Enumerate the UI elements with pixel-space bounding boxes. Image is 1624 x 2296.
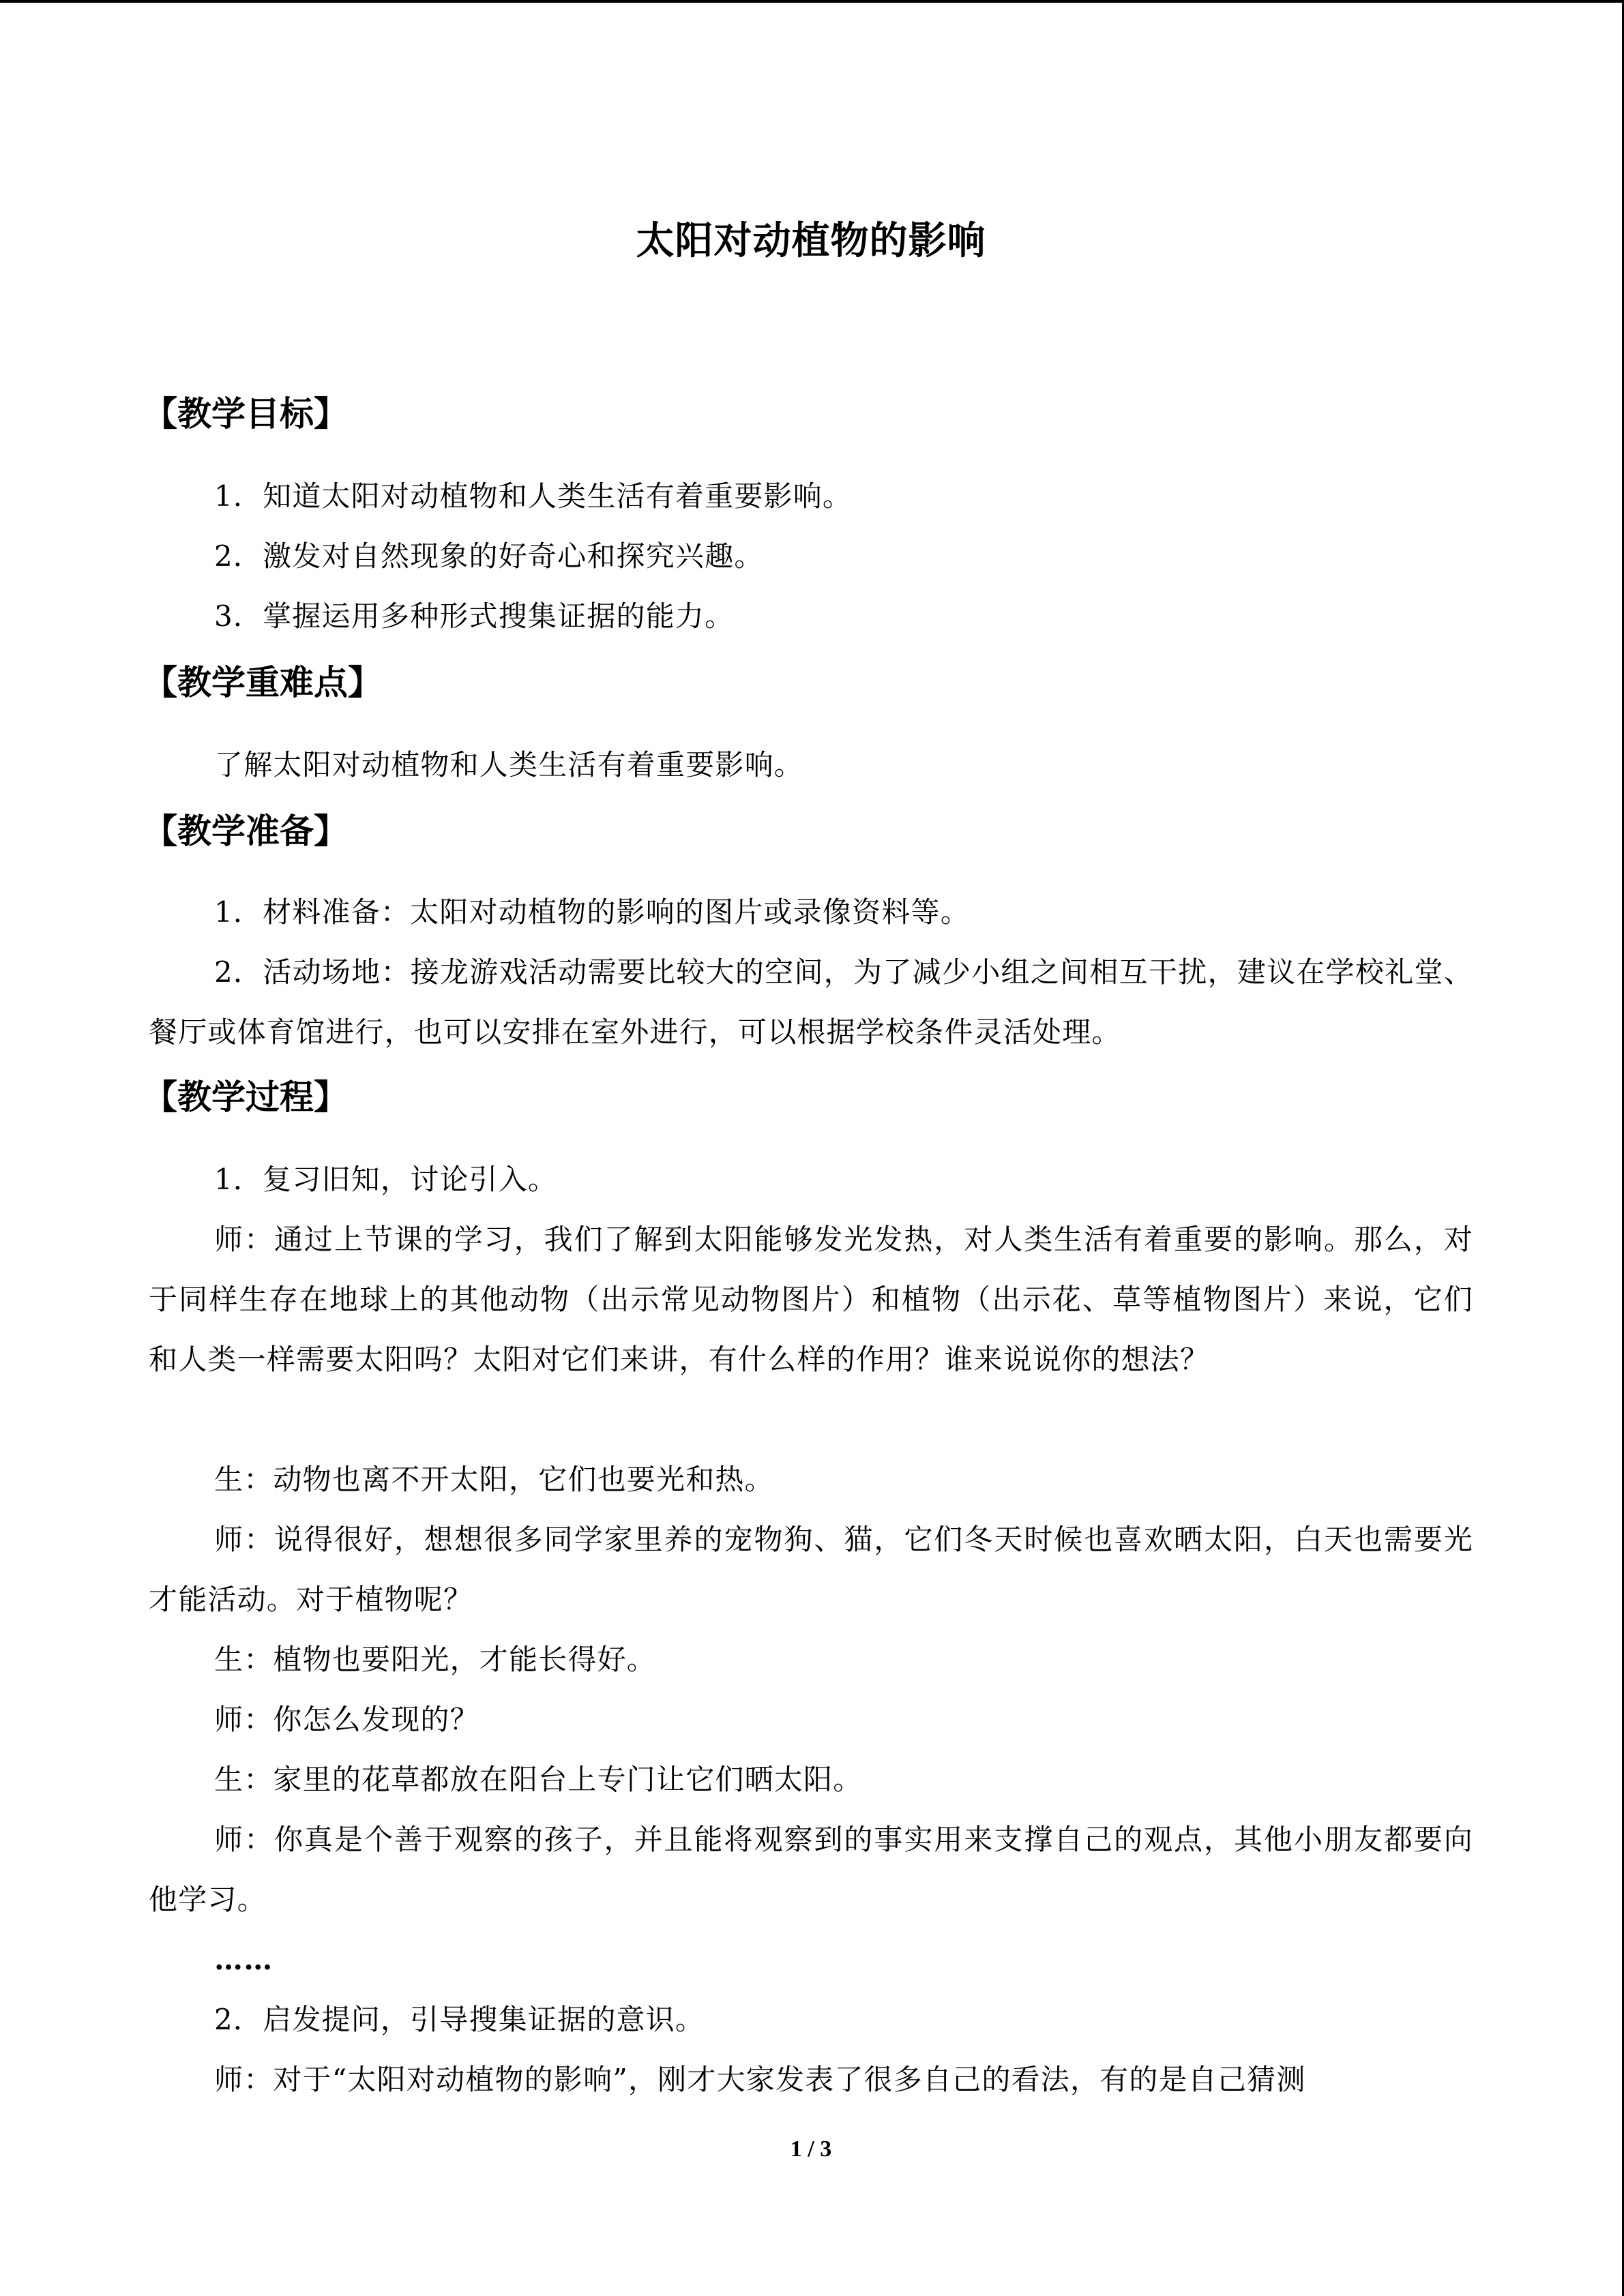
objective-item-2: 2．激发对自然现象的好奇心和探究兴趣。 xyxy=(214,539,764,573)
dialogue-teacher-5: 师：对于“太阳对动植物的影响”，刚才大家发表了很多自己的看法，有的是自己猜测 xyxy=(214,2063,1306,2096)
objective-item-3: 3．掌握运用多种形式搜集证据的能力。 xyxy=(214,599,735,633)
document-title: 太阳对动植物的影响 xyxy=(636,219,986,263)
dialogue-teacher-1: 师：通过上节课的学习，我们了解到太阳能够发光发热，对人类生活有着重要的影响。那么，对于同样生存在地球上的其他动物（出示常见动物图片）和植物（出示花、草等植物图片）来说，它们和人类一样需要太阳吗？太阳对它们来讲，有什么样的作用？谁来说说你的想法？ xyxy=(149,1223,1473,1376)
dialogue-teacher-2: 师：说得很好，想想很多同学家里养的宠物狗、猫，它们冬天时候也喜欢晒太阳，白天也需要光才能活动。对于植物呢？ xyxy=(149,1523,1473,1616)
process-step-2-title: 2．启发提问，引导搜集证据的意识。 xyxy=(214,2003,705,2036)
dialogue-student-1: 生：动物也离不开太阳，它们也要光和热。 xyxy=(214,1463,774,1496)
section-heading-key-points: 【教学重难点】 xyxy=(143,663,382,702)
section-heading-preparation: 【教学准备】 xyxy=(143,811,348,851)
dialogue-teacher-4: 师：你真是个善于观察的孩子，并且能将观察到的事实用来支撑自己的观点，其他小朋友都要向他学习。 xyxy=(149,1823,1473,1916)
ellipsis: …… xyxy=(214,1943,274,1976)
preparation-item-1: 1．材料准备：太阳对动植物的影响的图片或录像资料等。 xyxy=(214,895,970,929)
dialogue-student-3: 生：家里的花草都放在阳台上专门让它们晒太阳。 xyxy=(214,1763,863,1796)
key-point-text: 了解太阳对动植物和人类生活有着重要影响。 xyxy=(214,748,804,781)
preparation-item-2: 2．活动场地：接龙游戏活动需要比较大的空间，为了减少小组之间相互干扰，建议在学校礼堂、餐厅或体育馆进行，也可以安排在室外进行，可以根据学校条件灵活处理。 xyxy=(149,955,1473,1049)
process-step-1-title: 1．复习旧知，讨论引入。 xyxy=(214,1163,558,1196)
dialogue-student-2: 生：植物也要阳光，才能长得好。 xyxy=(214,1643,657,1676)
section-heading-process: 【教学过程】 xyxy=(143,1077,348,1117)
dialogue-teacher-3: 师：你怎么发现的？ xyxy=(214,1703,479,1736)
page-number: 1 / 3 xyxy=(790,2136,832,2162)
section-heading-objectives: 【教学目标】 xyxy=(143,394,348,434)
objective-item-1: 1．知道太阳对动植物和人类生活有着重要影响。 xyxy=(214,479,853,513)
